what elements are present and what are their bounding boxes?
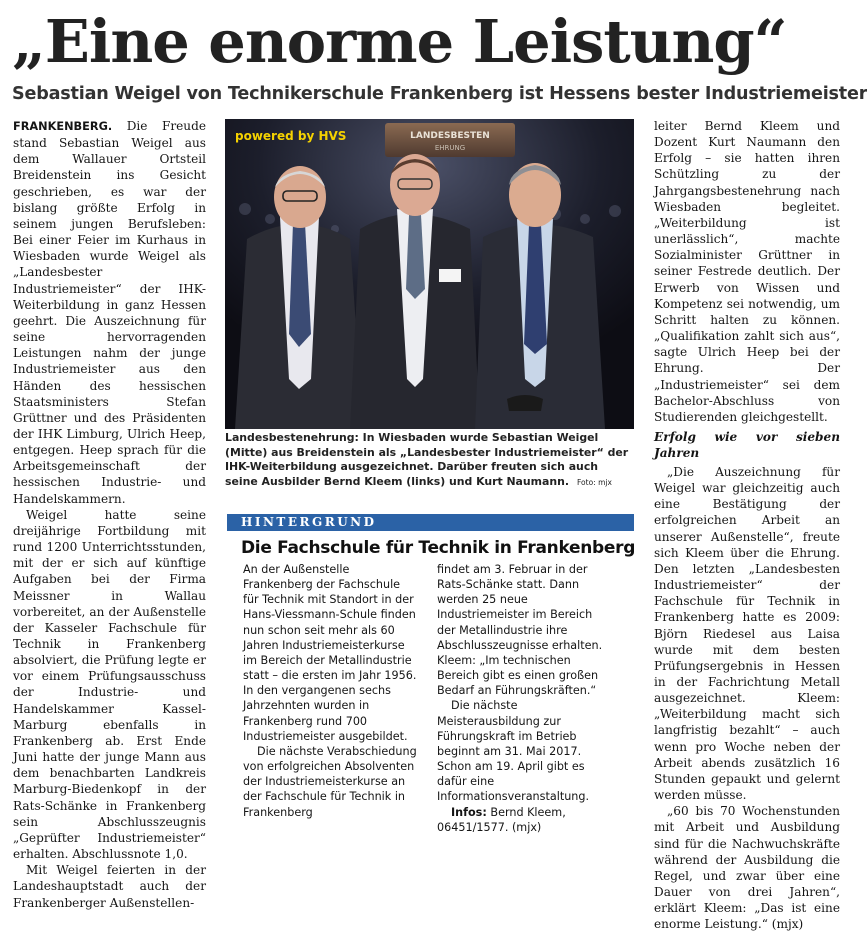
watermark-text: powered by HVS bbox=[235, 129, 347, 143]
box-paragraph: findet am 3. Februar in der Rats-Schänke statt. Dann werden 25 neue Industriemeister im Bereich der Metallindustrie ihre Abschlusszeugnisse erhalten. Kleem: „Im technischen Bereich gibt es einen großen Bedarf an Führungskräften.“ bbox=[437, 563, 603, 698]
background-box-label: HINTERGRUND bbox=[241, 515, 377, 529]
photo-illustration bbox=[225, 119, 634, 429]
info-label: Infos: bbox=[451, 805, 487, 819]
article-column-left bbox=[13, 118, 206, 910]
box-paragraph: Die nächste Meisterausbildung zur Führungskraft im Betrieb beginnt am 31. Mai 2017. Schon am 19. April gibt es dafür eine Informationsveranstaltung. bbox=[437, 699, 590, 804]
box-info bbox=[437, 805, 609, 835]
box-paragraph: An der Außenstelle Frankenberg der Fachschule für Technik mit Standort in der Hans-Viessmann-Schule finden nun schon seit mehr als 60 Jahren Industriemeisterkurse im Bereich der Metallindustrie statt – die ersten im Jahr 1956. In den vergangenen sechs Jahrzehnten wurden in Frankenberg rund 700 Industriemeister ausgebildet. bbox=[243, 563, 417, 743]
article-paragraph bbox=[13, 118, 206, 507]
article-subheading: Erfolg wie vor sieben Jahren bbox=[654, 429, 840, 460]
info-text: Bernd Kleem, 06451/1577. (mjx) bbox=[437, 805, 566, 834]
caption-text: Landesbestenehrung: In Wiesbaden wurde Sebastian Weigel (Mitte) aus Breidenstein als „Landesbester Industriemeister“ der IHK-Weiterbildung ausgezeichnet. Darüber freuten sich auch seine Ausbilder Bernd Kleem (links) und Kurt Naumann. bbox=[225, 431, 629, 488]
dateline: FRANKENBERG. bbox=[13, 120, 113, 133]
article-paragraph: Mit Weigel feierten in der Landeshauptstadt auch der Frankenberger Außenstellen- bbox=[13, 863, 206, 910]
article-paragraph: „Die Auszeichnung für Weigel war gleichzeitig auch eine Bestätigung der erfolgreichen Arbeit an unserer Außenstelle“, freute sich Kleem über die Ehrung. Den letzten „Landesbesten Industriemeister“ der Fachschule für Technik in Frankenberg hatte es 2009: Björn Riedesel aus Laisa wurde mit dem besten Prüfungsergebnis in Hessen in der Fachrichtung Metall ausgezeichnet. Kleem: „Weiterbildung macht sich langfristig bezahlt“ – auch wenn pro Woche neben der Arbeit abends zusätzlich 16 Stunden gepaukt und gelernt werden müsse. bbox=[654, 464, 840, 803]
article-paragraph-text: Die Freude stand Sebastian Weigel aus dem Wallauer Ortsteil Breidenstein ins Gesicht geschrieben, es war der bislang größte Erfolg in seinem jungen Berufsleben: Bei einer Feier im Kurhaus in Wiesbaden wurde Weigel als „Landesbester Industriemeister“ der IHK-Weiterbildung in ganz Hessen geehrt. Die Auszeichnung für seine hervorragenden Leistungen nahm der junge Industriemeister aus den Händen des hessischen Staatsministers Stefan Grüttner und des Präsidenten der IHK Limburg, Ulrich Heep, entgegen. Heep sprach für die Arbeitsgemeinschaft der hessischen Industrie- und Handelskammern. bbox=[13, 119, 206, 506]
photo-caption bbox=[225, 431, 634, 490]
background-box-column-1 bbox=[243, 562, 419, 832]
news-photo bbox=[225, 119, 634, 429]
box-paragraph: Die nächste Verabschiedung von erfolgreichen Absolventen der Industriemeisterkurse an der Fachschule für Technik in Frankenberg bbox=[243, 744, 417, 819]
article-column-right bbox=[654, 118, 840, 932]
banner-text: LANDESBESTEN bbox=[410, 131, 490, 141]
article-paragraph: Weigel hatte seine dreijährige Fortbildung mit rund 1200 Unterrichtsstunden, mit der er sich auf künftige Aufgaben bei der Firma Meissner in Wallau vorbereitet, an der Außenstelle der Kasseler Fachschule für Technik in Frankenberg absolviert, die Prüfung legte er vor einem Prüfungsausschuss der Industrie- und Handelskammer Kassel-Marburg ebenfalls in Frankenberg ab. Erst Ende Juni hatte der junge Mann aus dem benachbarten Landkreis Marburg-Biedenkopf in der Rats-Schänke in Frankenberg sein Abschlusszeugnis „Geprüfter Industriemeister“ erhalten. Abschlussnote 1,0. bbox=[13, 507, 206, 862]
article-paragraph: leiter Bernd Kleem und Dozent Kurt Naumann den Erfolg – sie hatten ihren Schützling zu der Jahrgangsbestenehrung nach Wiesbaden begleitet. „Weiterbildung ist unerlässlich“, machte Sozialminister Grüttner in seiner Festrede deutlich. Der Erwerb von Wissen und Kompetenz sei notwendig, um Schritt halten zu können. „Qualifikation zahlt sich aus“, sagte Ulrich Heep bei der Ehrung. Der „Industriemeister“ sei dem Bachelor-Abschluss von Studierenden gleichgestellt. bbox=[654, 119, 840, 424]
photo-credit: Foto: mjx bbox=[577, 477, 612, 487]
article-paragraph: „60 bis 70 Wochenstunden mit Arbeit und Ausbildung sind für die Nachwuchskräfte während der Ausbildung die Regel, und zwar über eine Dauer von drei Jahren“, erklärt Kleem: „Das ist eine enorme Leistung.“ (mjx) bbox=[654, 804, 840, 932]
background-box-title: Die Fachschule für Technik in Frankenberg bbox=[241, 538, 636, 558]
background-box-label-bar bbox=[227, 514, 634, 531]
background-box-column-2 bbox=[437, 562, 609, 832]
subheadline: Sebastian Weigel von Technikerschule Frankenberg ist Hessens bester Industriemeister bbox=[12, 84, 867, 104]
banner-text: EHRUNG bbox=[434, 144, 466, 152]
headline: „Eine enorme Leistung“ bbox=[12, 7, 787, 76]
